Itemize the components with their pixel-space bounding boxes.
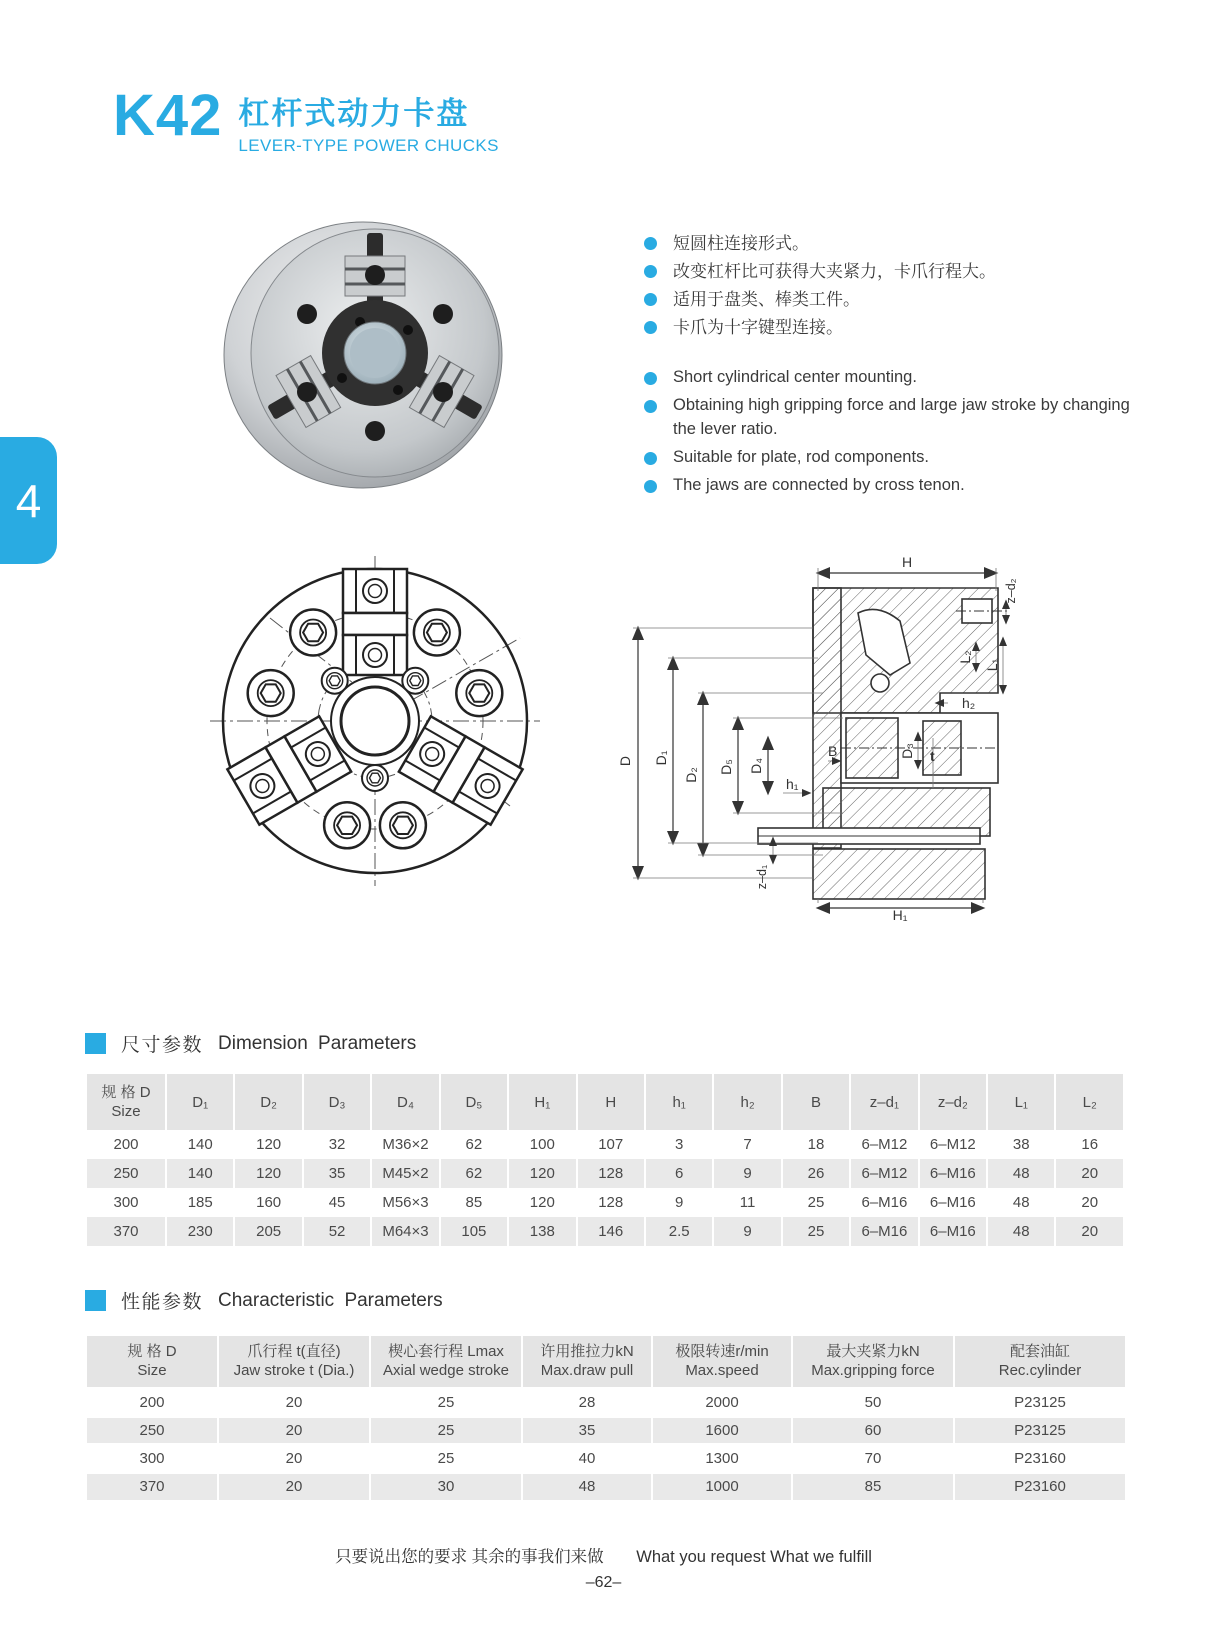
header-cell: H₁ [508, 1074, 576, 1130]
dim-label-D1: D₁ [653, 750, 669, 766]
footer-slogan-cn: 只要说出您的要求 其余的事我们来做 [335, 1548, 604, 1566]
table-cell: 30 [370, 1472, 522, 1500]
dim-label-h1: h₁ [786, 776, 799, 792]
table-cell: 32 [303, 1130, 371, 1159]
header-cell-size: 规 格 D Size [86, 1074, 166, 1130]
header-cell: 规 格 D Size [86, 1336, 218, 1388]
table-row [86, 1217, 1124, 1246]
section-title-en: Characteristic Parameters [218, 1289, 443, 1311]
table-cell: 6–M16 [919, 1188, 987, 1217]
feature-item: 短圆柱连接形式。 [644, 230, 1144, 257]
table-cell: 128 [577, 1159, 645, 1188]
table-cell: 2.5 [645, 1217, 713, 1246]
header-cell: z–d₂ [919, 1074, 987, 1130]
table-cell: 1600 [652, 1416, 792, 1444]
table-cell: 20 [1055, 1217, 1124, 1246]
table-cell: 128 [577, 1188, 645, 1217]
table-row [86, 1416, 1126, 1444]
table-cell: 370 [86, 1217, 166, 1246]
table-cell: 25 [370, 1388, 522, 1416]
characteristic-table-container [85, 1336, 1125, 1500]
table-cell: 6 [645, 1159, 713, 1188]
table-cell: 300 [86, 1188, 166, 1217]
table-cell: 85 [440, 1188, 508, 1217]
table-cell: 62 [440, 1159, 508, 1188]
header-cell: D₄ [371, 1074, 439, 1130]
header-cell: D₃ [303, 1074, 371, 1130]
table-cell: 9 [645, 1188, 713, 1217]
table-cell: 185 [166, 1188, 234, 1217]
table-cell: 48 [987, 1188, 1055, 1217]
table-cell: 107 [577, 1130, 645, 1159]
section-title-dimension [85, 1030, 416, 1057]
table-cell: 48 [522, 1472, 652, 1500]
table-cell: M45×2 [371, 1159, 439, 1188]
table-cell: 52 [303, 1217, 371, 1246]
table-cell: 20 [218, 1416, 370, 1444]
table-cell: P23160 [954, 1444, 1126, 1472]
chapter-tab[interactable] [0, 437, 57, 564]
table-cell: 70 [792, 1444, 954, 1472]
table-cell: 200 [86, 1388, 218, 1416]
title-chinese: 杠杆式动力卡盘 [238, 96, 470, 131]
header-cell: 极限转速r/min Max.speed [652, 1336, 792, 1388]
bore-circle [341, 687, 409, 755]
header-cell: 配套油缸 Rec.cylinder [954, 1336, 1126, 1388]
product-photo [218, 210, 518, 500]
table-cell: 160 [234, 1188, 302, 1217]
title-english: LEVER-TYPE POWER CHUCKS [238, 136, 499, 155]
table-cell: 6–M16 [850, 1188, 918, 1217]
table-row [86, 1444, 1126, 1472]
table-cell: 9 [713, 1159, 781, 1188]
feature-item: The jaws are connected by cross tenon. [644, 473, 1144, 497]
table-cell: 25 [782, 1217, 850, 1246]
dim-label-D4: D₄ [748, 758, 764, 774]
chuck-section-body [758, 588, 1008, 899]
header-cell: 许用推拉力kN Max.draw pull [522, 1336, 652, 1388]
dim-label-t: t [930, 748, 935, 764]
table-cell: 7 [713, 1130, 781, 1159]
table-cell: 40 [522, 1444, 652, 1472]
dim-label-B: B [828, 743, 838, 759]
table-cell: M36×2 [371, 1130, 439, 1159]
table-cell: 25 [370, 1416, 522, 1444]
table-cell: 20 [1055, 1159, 1124, 1188]
table-cell: 18 [782, 1130, 850, 1159]
table-row [86, 1130, 1124, 1159]
table-cell: 20 [1055, 1188, 1124, 1217]
footer-slogan [0, 1543, 1207, 1567]
table-cell: 146 [577, 1217, 645, 1246]
header-cell: 楔心套行程 Lmax Axial wedge stroke [370, 1336, 522, 1388]
dim-label-zd1: z–d₁ [755, 864, 769, 890]
table-cell: 6–M12 [919, 1130, 987, 1159]
feature-item: 适用于盘类、棒类工件。 [644, 286, 1144, 313]
feature-item: 卡爪为十字键型连接。 [644, 314, 1144, 341]
section-title-en: Dimension Parameters [218, 1032, 417, 1054]
table-cell: 20 [218, 1388, 370, 1416]
header-cell: H [577, 1074, 645, 1130]
table-cell: 6–M16 [850, 1217, 918, 1246]
table-cell: 50 [792, 1388, 954, 1416]
feature-item: Short cylindrical center mounting. [644, 365, 1144, 389]
table-cell: 6–M16 [919, 1159, 987, 1188]
header-cell: 爪行程 t(直径) Jaw stroke t (Dia.) [218, 1336, 370, 1388]
dim-label-H1: H₁ [892, 907, 908, 921]
table-cell: 140 [166, 1159, 234, 1188]
dim-label-D5: D₅ [718, 759, 734, 775]
characteristic-table [85, 1336, 1127, 1500]
table-row [86, 1472, 1126, 1500]
table-cell: 16 [1055, 1130, 1124, 1159]
header-cell: D₂ [234, 1074, 302, 1130]
feature-item: 改变杠杆比可获得大夹紧力，卡爪行程大。 [644, 258, 1144, 285]
dim-label-L1: L₁ [984, 658, 1000, 672]
dimension-table [85, 1074, 1125, 1246]
table-cell: 48 [987, 1217, 1055, 1246]
header-cell: h₁ [645, 1074, 713, 1130]
table-cell: 230 [166, 1217, 234, 1246]
dim-label-h2: h₂ [962, 695, 976, 711]
table-cell: 60 [792, 1416, 954, 1444]
table-cell: 2000 [652, 1388, 792, 1416]
table-cell: M56×3 [371, 1188, 439, 1217]
dim-label-D: D [617, 755, 633, 767]
table-cell: 26 [782, 1159, 850, 1188]
table-cell: 1300 [652, 1444, 792, 1472]
section-view-drawing [578, 543, 1018, 921]
table-cell: 300 [86, 1444, 218, 1472]
table-cell: 6–M12 [850, 1159, 918, 1188]
table-cell: 28 [522, 1388, 652, 1416]
features-english [644, 365, 1144, 497]
table-cell: 25 [370, 1444, 522, 1472]
dim-label-zd2: z–d₂ [1004, 578, 1018, 604]
dim-label-D3: D₃ [899, 743, 915, 759]
table-cell: 20 [218, 1472, 370, 1500]
table-cell: 120 [508, 1159, 576, 1188]
table-cell: 200 [86, 1130, 166, 1159]
table-cell: M64×3 [371, 1217, 439, 1246]
header-cell: L₂ [1055, 1074, 1124, 1130]
table-cell: 250 [86, 1159, 166, 1188]
table-row [86, 1188, 1124, 1217]
table-row [86, 1159, 1124, 1188]
table-cell: 6–M12 [850, 1130, 918, 1159]
feature-list [644, 230, 1144, 501]
section-square-icon [85, 1033, 106, 1054]
dim-label-D2: D₂ [683, 767, 699, 783]
header-cell: D₁ [166, 1074, 234, 1130]
table-cell: 48 [987, 1159, 1055, 1188]
feature-item: Obtaining high gripping force and large jaw stroke by changing the lever ratio. [644, 393, 1144, 441]
page-number: –62– [585, 1574, 622, 1591]
table-cell: 20 [218, 1444, 370, 1472]
table-cell: 105 [440, 1217, 508, 1246]
section-square-icon [85, 1290, 106, 1311]
section-title-characteristic [85, 1287, 443, 1314]
header-cell: D₅ [440, 1074, 508, 1130]
header-cell: L₁ [987, 1074, 1055, 1130]
table-cell: 11 [713, 1188, 781, 1217]
header-cell: B [782, 1074, 850, 1130]
header-cell: z–d₁ [850, 1074, 918, 1130]
table-cell: P23125 [954, 1416, 1126, 1444]
table-cell: 85 [792, 1472, 954, 1500]
table-cell: 140 [166, 1130, 234, 1159]
features-chinese [644, 230, 1144, 341]
table-cell: 35 [303, 1159, 371, 1188]
header-cell: 最大夹紧力kN Max.gripping force [792, 1336, 954, 1388]
table-cell: 9 [713, 1217, 781, 1246]
section-title-cn: 性能参数 [121, 1292, 204, 1313]
model-code: K42 [113, 83, 223, 148]
table-cell: 205 [234, 1217, 302, 1246]
table-cell: 45 [303, 1188, 371, 1217]
table-cell: P23160 [954, 1472, 1126, 1500]
table-cell: 3 [645, 1130, 713, 1159]
dim-label-L2: L₂ [957, 650, 973, 664]
chapter-number: 4 [15, 474, 42, 527]
header-titles [238, 88, 498, 156]
table-cell: 120 [234, 1130, 302, 1159]
dimension-table-container [85, 1074, 1125, 1246]
footer-slogan-en: What you request What we fulfill [636, 1548, 872, 1566]
page-header [113, 83, 499, 156]
dim-label-H: H [901, 554, 913, 570]
table-cell: 250 [86, 1416, 218, 1444]
table-cell: 62 [440, 1130, 508, 1159]
front-view-drawing [210, 556, 540, 886]
table-cell: 138 [508, 1217, 576, 1246]
table-cell: 38 [987, 1130, 1055, 1159]
table-cell: P23125 [954, 1388, 1126, 1416]
table-cell: 6–M16 [919, 1217, 987, 1246]
table-cell: 100 [508, 1130, 576, 1159]
header-cell: h₂ [713, 1074, 781, 1130]
table-row [86, 1388, 1126, 1416]
table-cell: 25 [782, 1188, 850, 1217]
table-cell: 1000 [652, 1472, 792, 1500]
table-cell: 35 [522, 1416, 652, 1444]
feature-item: Suitable for plate, rod components. [644, 445, 1144, 469]
table-cell: 120 [234, 1159, 302, 1188]
table-cell: 370 [86, 1472, 218, 1500]
section-title-cn: 尺寸参数 [121, 1035, 204, 1056]
table-cell: 120 [508, 1188, 576, 1217]
